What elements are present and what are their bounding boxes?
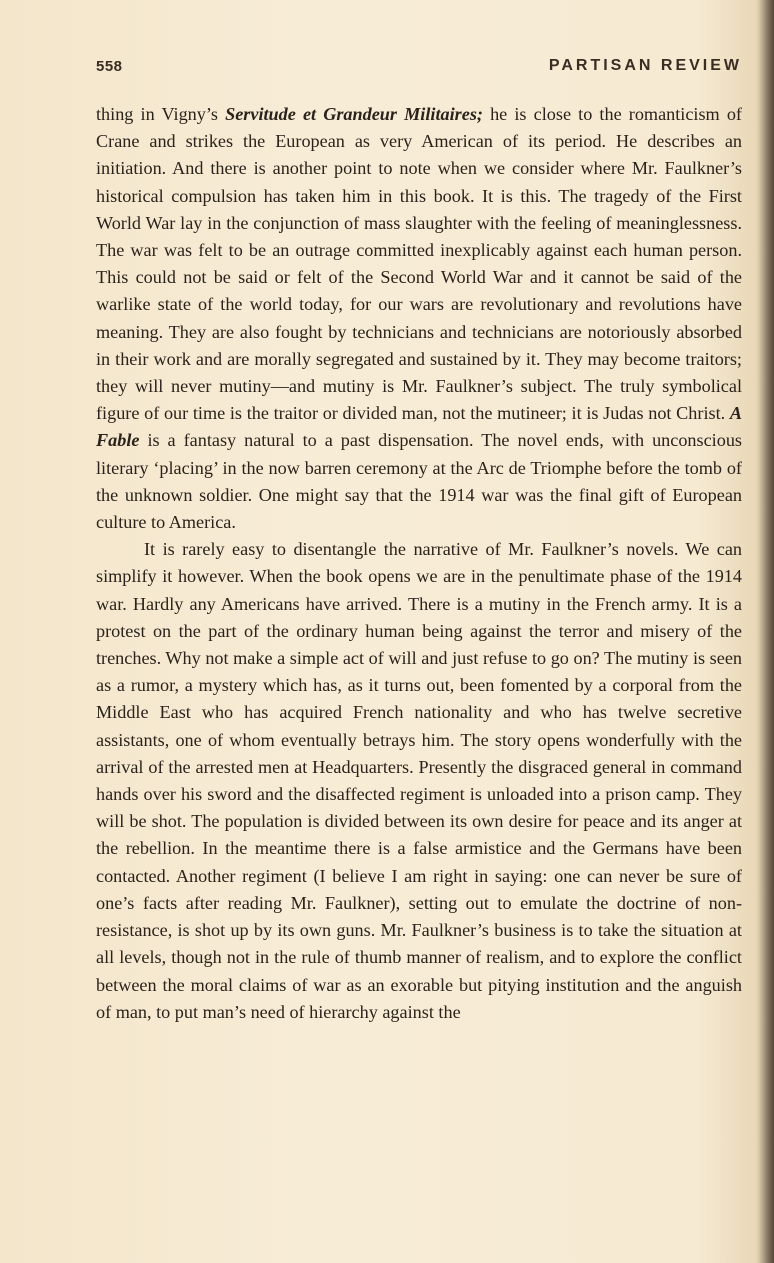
book-title-a-fable: A Fable (96, 403, 742, 451)
paragraph-2 (96, 536, 742, 1026)
text-segment: is a fantasy natural to a past dispensation. The novel ends, with unconscious literary ‘placing’ in the now barren ceremony at the Arc de Triomphe before the tomb of the unknown soldier. One might say that the 1914 war was the final gift of European culture to America. (96, 430, 742, 533)
body-text (96, 101, 742, 1026)
text-segment: It is rarely easy to disentangle the narrative of Mr. Faulkner’s novels. We can simplify it however. When the book opens we are in the penultimate phase of the 1914 war. Hardly any Americans have arrived. There is a mutiny in the French army. It is a protest on the part of the ordinary human being against the terror and misery of the trenches. Why not make a simple act of will and just refuse to go on? The mutiny is seen as a rumor, a mystery which has, as it turns out, been fomented by a corporal from the Middle East who has acquired French nationality and who has twelve secretive assistants, one of whom eventually betrays him. The story opens wonderfully with the arrival of the arrested men at Headquarters. Presently the disgraced general in command hands over his sword and the disaffected regiment is unloaded into a prison camp. They will be shot. The population is divided between its own desire for peace and its anger at the rebellion. In the meantime there is a false armistice and the Germans have been contacted. Another regiment (I believe I am right in saying: one can never be sure of one’s facts after reading Mr. Faulkner), setting out to emulate the doctrine of non-resistance, is shot up by its own guns. Mr. Faulkner’s business is to take the situation at all levels, though not in the rule of thumb manner of realism, and to explore the conflict between the moral claims of war as an exorable but pitying institution and the anguish of man, to put man’s need of hierarchy against the (96, 539, 742, 1022)
text-segment: thing in Vigny’s (96, 104, 226, 124)
paragraph-1 (96, 101, 742, 536)
book-title-servitude: Servitude et Grandeur Militaires; (225, 104, 483, 124)
page-header (96, 58, 742, 84)
page-edge-shadow (756, 0, 774, 1263)
page-number: 558 (96, 58, 123, 75)
running-head: PARTISAN REVIEW (548, 57, 742, 74)
text-segment: he is close to the romanticism of Crane and strikes the European as very American of its period. He describes an initiation. And there is another point to note when we consider where Mr. Faulkner’s historical compulsion has taken him in this book. It is this. The tragedy of the First World War lay in the conjunction of mass slaughter with the feeling of meaninglessness. The war was felt to be an outrage committed inexplicably against each human person. This could not be said or felt of the Second World War and it cannot be said of the warlike state of the world today, for our wars are revolutionary and revolutions have meaning. They are also fought by technicians and technicians are notoriously absorbed in their work and are morally segregated and sustained by it. They may become traitors; they will never mutiny—and mutiny is Mr. Faulkner’s subject. The truly symbolical figure of our time is the traitor or divided man, not the mutineer; it is Judas not Christ. (96, 104, 742, 424)
